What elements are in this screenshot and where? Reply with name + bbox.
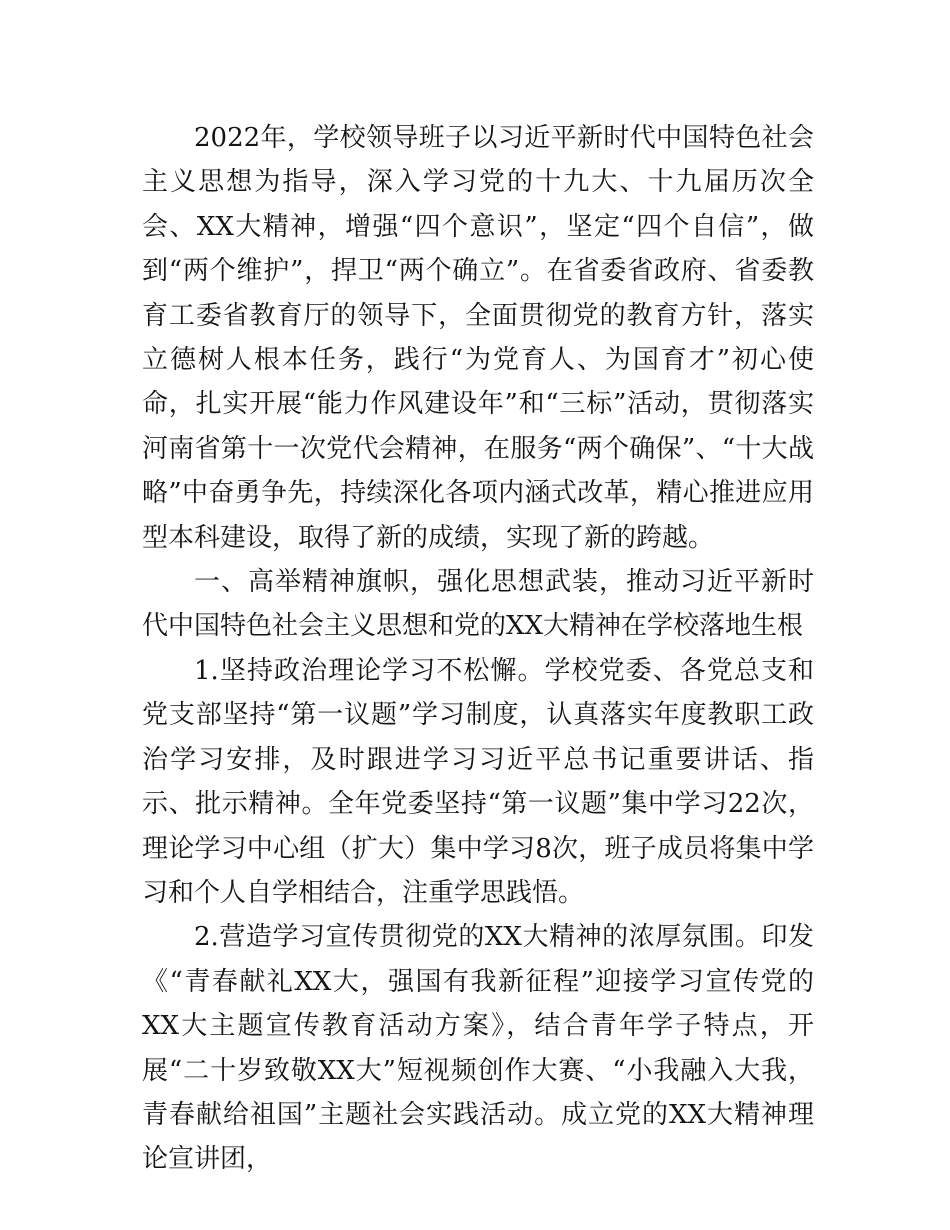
list-item: 1.坚持政治理论学习不松懈。学校党委、各党总支和党支部坚持“第一议题”学习制度，认真落实年度教职工政治学习安排，及时跟进学习习近平总书记重要讲话、指示、批示精神。全年党委坚持“第一议题”集中学习22次，理论学习中心组（扩大）集中学习8次，班子成员将集中学习和个人自学相结合，注重学思践悟。: [142, 655, 814, 908]
intro-paragraph: 2022年，学校领导班子以习近平新时代中国特色社会主义思想为指导，深入学习党的十九大、十九届历次全会、XX大精神，增强“四个意识”，坚定“四个自信”，做到“两个维护”，捍卫“两个确立”。在省委省政府、省委教育工委省教育厅的领导下，全面贯彻党的教育方针，落实立德树人根本任务，践行“为党育人、为国育才”初心使命，扎实开展“能力作风建设年”和“三标”活动，贯彻落实河南省第十一次党代会精神，在服务“两个确保”、“十大战略”中奋勇争先，持续深化各项内涵式改革，精心推进应用型本科建设，取得了新的成绩，实现了新的跨越。: [142, 123, 814, 553]
list-item: 2.营造学习宣传贯彻党的XX大精神的浓厚氛围。印发《“青春献礼XX大，强国有我新征程”迎接学习宣传党的XX大主题宣传教育活动方案》，结合青年学子特点，开展“二十岁致敬XX大”短视频创作大赛、“小我融入大我，青春献给祖国”主题社会实践活动。成立党的XX大精神理论宣讲团，: [142, 922, 814, 1175]
section-heading: 一、高举精神旗帜，强化思想武装，推动习近平新时代中国特色社会主义思想和党的XX大精神在学校落地生根: [142, 567, 814, 642]
document-body: [142, 116, 814, 1182]
